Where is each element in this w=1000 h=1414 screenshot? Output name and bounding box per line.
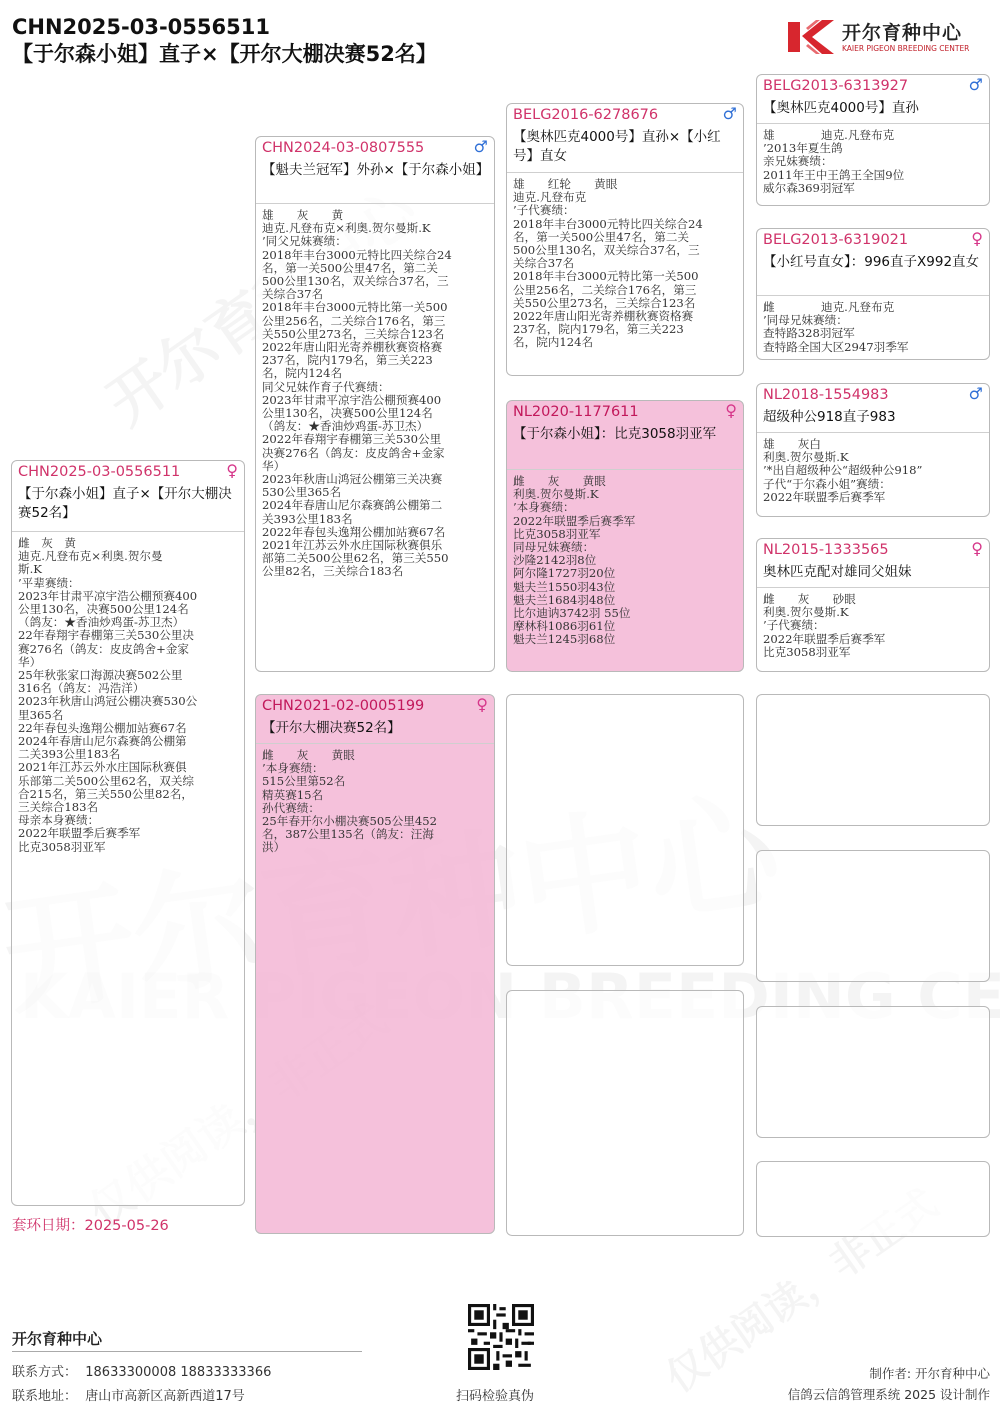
divider	[757, 295, 989, 296]
qr-code-icon[interactable]	[468, 1304, 534, 1370]
pigeon-card-sire-sire[interactable]	[506, 103, 744, 376]
pigeon-card-sire-dam[interactable]	[506, 400, 744, 672]
page-title: CHN2025-03-0556511 【于尔森小姐】直子×【开尔大棚决赛52名】	[12, 15, 437, 66]
pigeon-info: 雌 灰 黄 迪克.凡登布克×利奥.贺尔曼 斯.K ’平辈赛绩： 2023年甘肃平凉宇浩公棚预赛400 公里130名，决赛500公里124名 （鸽友：★香油炒鸡蛋-苏卫杰） 22年春翔宇春棚第三关530公里决 赛276名（鸽友：皮皮鸽舍+金家 华） 25年秋张家口海源决赛502公里 316名（鸽友：冯浩洋） 2023年秋唐山鸿冠公棚决赛530公 里365名 22年春包头逸翔公棚加站赛67名 2024年春唐山尼尔森赛鸽公棚第 二关393公里183名 2021年江苏云外水庄国际秋赛俱 乐部第二关500公里62名，双关综 合215名，第三关550公里82名， 三关综合183名 母亲本身赛绩： 2022年联盟季后赛季军 比克3058羽亚军	[18, 536, 198, 854]
footer-divider	[12, 1351, 362, 1352]
pigeon-info: 雄 灰白 利奥.贺尔曼斯.K ’*出自超级种公“超级种公918” 子代“于尔森小姐”赛绩： 2022年联盟季后赛季军	[763, 437, 923, 504]
system-credit: 信鸽云信鸽管理系统 2025 设计制作	[787, 1387, 990, 1402]
pigeon-name: 【于尔森小姐】：比克3058羽亚军	[513, 426, 717, 442]
female-icon: ♀	[476, 695, 488, 714]
pigeon-name: 【开尔大棚决赛52名】	[262, 720, 401, 736]
band-date: 套环日期：2025-05-26	[12, 1218, 169, 1234]
male-icon: ♂	[968, 75, 983, 94]
pigeon-name: 奥林匹克配对雄同父姐妹	[763, 564, 912, 580]
pigeon-card-ssd[interactable]	[756, 228, 990, 360]
footer-org-name: 开尔育种中心	[12, 1330, 103, 1348]
divider	[507, 469, 743, 470]
pigeon-name: 【小红号直女】：996直子X992直女	[763, 254, 980, 270]
divider	[757, 587, 989, 588]
male-icon: ♂	[473, 137, 488, 156]
qr-label: 扫码检验真伪	[456, 1389, 535, 1404]
pigeon-info: 雄 灰 黄 迪克.凡登布克×利奥.贺尔曼斯.K ’同父兄妹赛绩： 2018年丰台3000元特比四关综合24 名，第一关500公里47名，第二关 500公里130名，双关综合37名，三 关综合37名 2018年丰台3000元特比第一关500 公里256名，二关综合176名，第三 关550公里273名，三关综合123名 2022年唐山阳光寄养棚秋赛资格赛 237名，院内179名，第三关223 名，院内124名 同父兄妹作育子代赛绩： 2023年甘肃平凉宇浩公棚预赛400 公里130名，决赛500公里124名 （鸽友：★香油炒鸡蛋-苏卫杰） 2022年春翔宇春棚第三关530公里 决赛276名（鸽友：皮皮鸽舍+金家 华） 2023年秋唐山鸿冠公棚第三关决赛 530公里365名 2024年春唐山尼尔森赛鸽公棚第二 关393公里183名 2022年春包头逸翔公棚加站赛67名 2021年江苏云外水庄国际秋赛俱乐 部第二关500公里62名，第三关550 公里82名，三关综合183名	[262, 208, 452, 579]
ring-number: CHN2025-03-0556511	[18, 464, 181, 480]
footer-address: 联系地址： 唐山市高新区高新西道17号	[12, 1389, 245, 1404]
pigeon-card-sds[interactable]	[756, 383, 990, 517]
ring-number: NL2020-1177611	[513, 404, 639, 420]
ring-number: NL2015-1333565	[763, 542, 889, 558]
maker-credit: 制作者: 开尔育种中心	[869, 1366, 990, 1381]
ring-number: BELG2013-6313927	[763, 78, 909, 94]
female-icon: ♀	[725, 401, 737, 420]
divider	[757, 432, 989, 433]
logo-subtext: KAIER PIGEON BREEDING CENTER	[842, 44, 970, 53]
pigeon-card-empty	[756, 1006, 990, 1138]
divider	[12, 531, 244, 532]
divider	[507, 172, 743, 173]
pigeon-card-sss[interactable]	[756, 74, 990, 206]
pigeon-name: 【魁夫兰冠军】外孙×【于尔森小姐】	[262, 162, 490, 178]
pigeon-card-empty	[506, 990, 744, 1236]
pigeon-info: 雄 迪克.凡登布克 ’2013年夏生鸽 亲兄妹赛绩： 2011年王中王鸽王全国9位 威尔森369羽冠军	[763, 128, 905, 195]
pigeon-info: 雌 灰 砂眼 利奥.贺尔曼斯.K ’子代赛绩： 2022年联盟季后赛季军 比克3058羽亚军	[763, 592, 886, 659]
pigeon-name: 【于尔森小姐】直子×【开尔大棚决赛52名】	[18, 486, 232, 521]
ring-number: NL2018-1554983	[763, 387, 889, 403]
divider	[256, 203, 494, 204]
divider	[256, 743, 494, 744]
pigeon-info: 雌 灰 黄眼 利奥.贺尔曼斯.K ’本身赛绩： 2022年联盟季后赛季军 比克3058羽亚军 同母兄妹赛绩： 沙隆2142羽8位 阿尔隆1727羽20位 魁夫兰1550羽43位 魁夫兰1684羽48位 比尔迪讷3742羽 55位 摩林科1086羽61位 魁夫兰1245羽68位	[513, 474, 636, 647]
male-icon: ♂	[722, 104, 737, 123]
pigeon-name: 【奥林匹克4000号】直孙	[763, 100, 919, 116]
female-icon: ♀	[971, 539, 983, 558]
pigeon-info: 雌 迪克.凡登布克 ’同母兄妹赛绩： 查特路328羽冠军 查特路全国大区2947羽季军	[763, 300, 909, 354]
ring-number: CHN2024-03-0807555	[262, 140, 425, 156]
kaier-logo-icon	[784, 16, 838, 58]
pigeon-name: 超级种公918直子983	[763, 409, 896, 425]
female-icon: ♀	[226, 461, 238, 480]
male-icon: ♂	[968, 384, 983, 403]
ring-number: BELG2016-6278676	[513, 107, 659, 123]
divider	[757, 123, 989, 124]
pigeon-card-sire[interactable]	[255, 136, 495, 672]
pigeon-info: 雄 红轮 黄眼 迪克.凡登布克 ’子代赛绩： 2018年丰台3000元特比四关综合24 名，第一关500公里47名，第二关 500公里130名，双关综合37名，三 关综合37名 2018年丰台3000元特比第一关500 公里256名，二关综合176名，第三 关550公里273名，三关综合123名 2022年唐山阳光寄养棚秋赛资格赛 237名，院内179名，第三关223 名，院内124名	[513, 177, 703, 350]
pigeon-name: 【奥林匹克4000号】直孙×【小红号】直女	[513, 129, 721, 164]
logo-text: 开尔育种中心	[842, 22, 963, 44]
pigeon-card-empty	[756, 1161, 990, 1237]
ring-number: BELG2013-6319021	[763, 232, 909, 248]
pigeon-card-sdd[interactable]	[756, 538, 990, 672]
pigeon-card-empty	[756, 694, 990, 826]
pigeon-info: 雌 灰 黄眼 ’本身赛绩： 515公里第52名 精英赛15名 孙代赛绩： 25年春开尔小棚决赛505公里452 名，387公里135名（鸽友：汪海 洪）	[262, 748, 437, 855]
ring-number: CHN2021-02-0005199	[262, 698, 425, 714]
pigeon-card-subject[interactable]	[11, 460, 245, 1206]
female-icon: ♀	[971, 229, 983, 248]
pigeon-card-empty	[756, 850, 990, 982]
pigeon-card-dam[interactable]	[255, 694, 495, 1234]
footer-contact: 联系方式： 18633300008 18833333366	[12, 1365, 272, 1380]
pigeon-card-empty	[506, 694, 744, 966]
brand-logo	[784, 16, 989, 58]
